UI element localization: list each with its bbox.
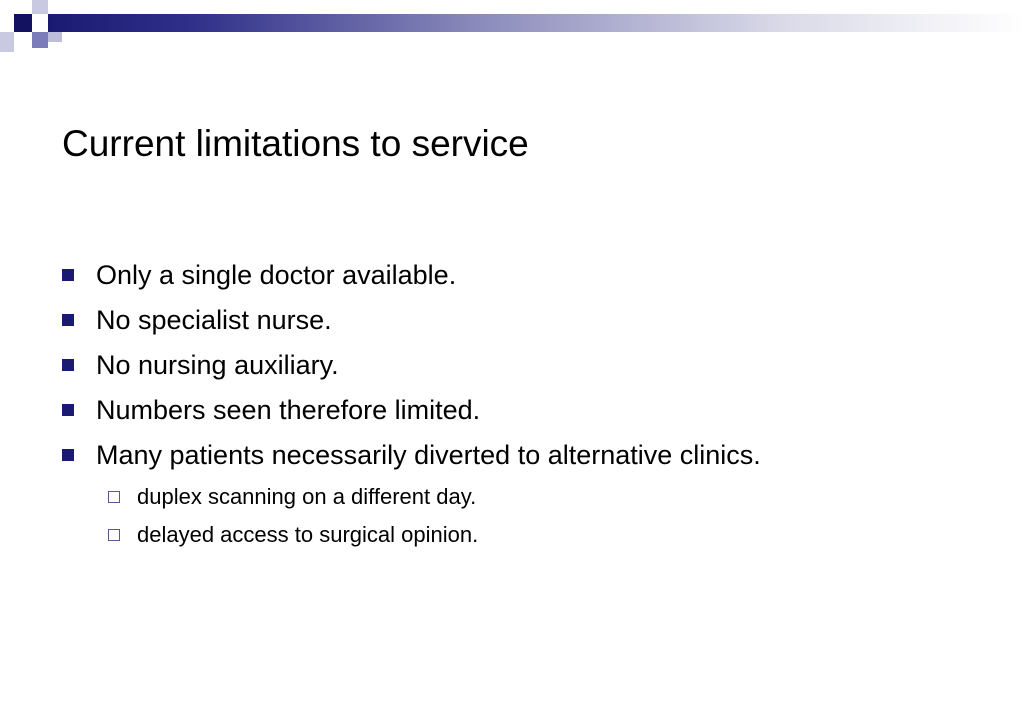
decorative-square — [0, 32, 14, 52]
sub-bullet-text: duplex scanning on a different day. — [137, 484, 477, 509]
decorative-square — [32, 32, 48, 48]
bullet-text: Only a single doctor available. — [96, 260, 457, 290]
bullet-list — [62, 254, 761, 479]
decorative-square — [32, 0, 48, 14]
square-bullet-icon — [62, 359, 74, 371]
header-gradient-bar — [48, 14, 1023, 32]
bullet-item — [62, 389, 761, 434]
square-bullet-icon — [62, 449, 74, 461]
bullet-item — [62, 434, 761, 479]
square-bullet-icon — [62, 404, 74, 416]
hollow-square-bullet-icon — [108, 529, 120, 541]
sub-bullet-item — [108, 480, 478, 518]
decorative-square — [14, 14, 32, 32]
square-bullet-icon — [62, 314, 74, 326]
bullet-text: No specialist nurse. — [96, 305, 332, 335]
bullet-text: No nursing auxiliary. — [96, 350, 339, 380]
sub-bullet-list — [108, 480, 478, 556]
square-bullet-icon — [62, 269, 74, 281]
sub-bullet-item — [108, 518, 478, 556]
bullet-item — [62, 299, 761, 344]
hollow-square-bullet-icon — [108, 491, 120, 503]
bullet-text: Numbers seen therefore limited. — [96, 395, 481, 425]
slide-title: Current limitations to service — [62, 122, 529, 164]
bullet-item — [62, 344, 761, 389]
bullet-text: Many patients necessarily diverted to alternative clinics. — [96, 440, 761, 470]
decorative-square — [48, 32, 62, 42]
bullet-item — [62, 254, 761, 299]
sub-bullet-text: delayed access to surgical opinion. — [137, 522, 479, 547]
